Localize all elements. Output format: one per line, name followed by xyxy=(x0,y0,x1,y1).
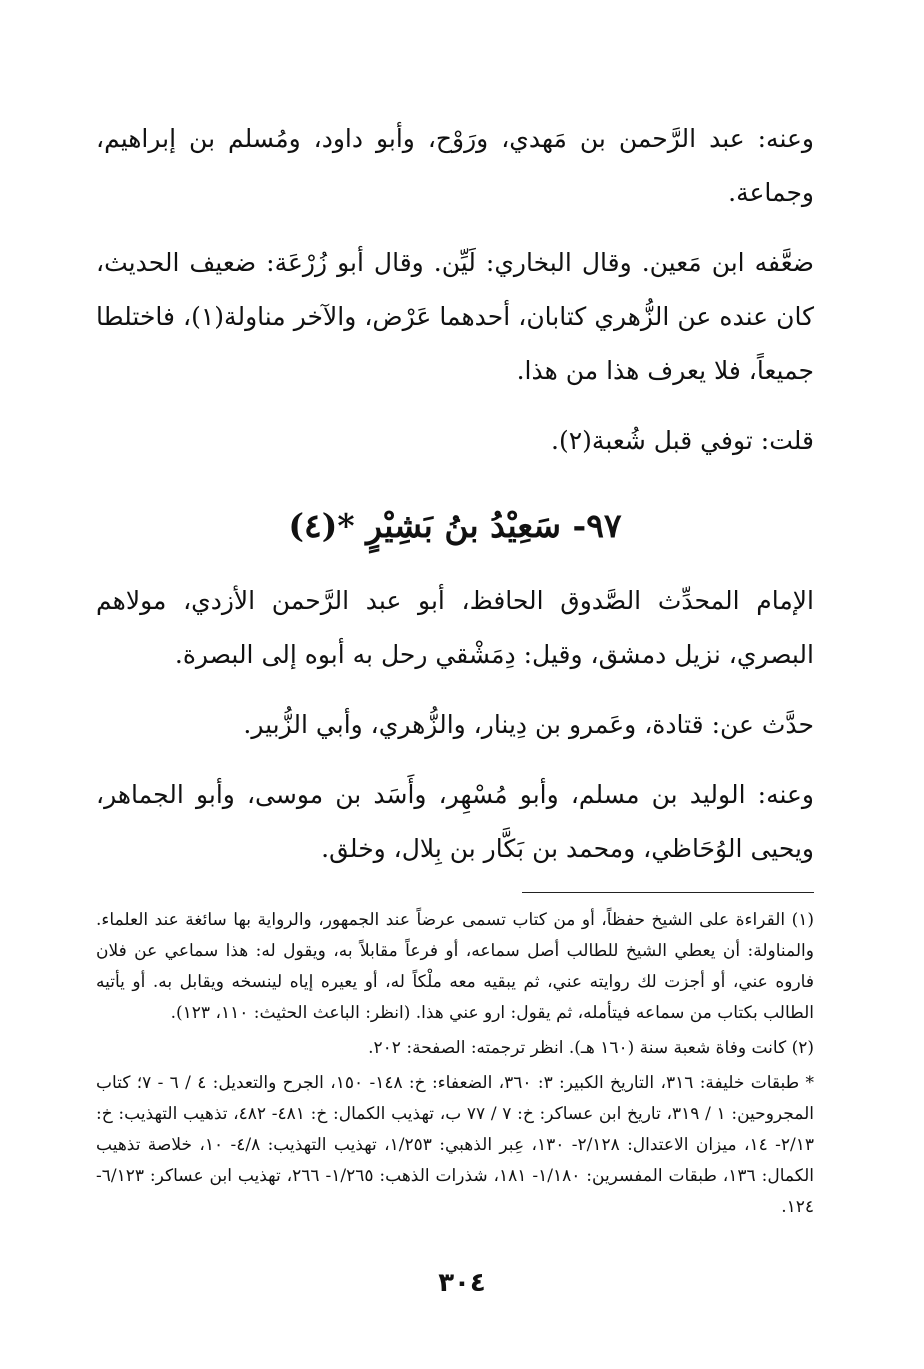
footnote-1: (١) القراءة على الشيخ حفظاً، أو من كتاب تسمى عرضاً عند الجمهور، والرواية بها سائغة عند العلماء. والمناولة: أن يعطي الشيخ للطالب أصل سماعه، أو فرعاً مقابلاً به، ويقول له: هذا سماعي عن فلان فاروه عني، أو أجزت لك روايته عني، ثم يبقيه معه ملْكاً له، أو يعيره إياه لينسخه ويقابل به. أو يأتيه الطالب بكتاب من سماعه فيتأمله، ثم يقول: ارو عني هذا. (انظر: الباعث الحثيث: ١١٠، ١٢٣). xyxy=(96,910,814,1023)
page-number: ٣٠٤ xyxy=(438,1268,486,1298)
section-heading: ٩٧- سَعِيْدُ بنُ بَشِيْرٍ *(٤) xyxy=(288,506,622,545)
page-content xyxy=(96,112,814,1227)
body-paragraph-4: الإمام المحدِّث الصَّدوق الحافظ، أبو عبد الرَّحمن الأزدي، مولاهم البصري، نزيل دمشق، وقيل: دِمَشْقي رحل به أبوه إلى البصرة. xyxy=(96,586,814,669)
body-paragraph-6: وعنه: الوليد بن مسلم، وأبو مُسْهِر، وأَسَد بن موسى، وأبو الجماهر، ويحيى الوُحَاظي، ومحمد بن بَكَّار بن بِلال، وخلق. xyxy=(96,780,814,863)
body-paragraph-2: ضعَّفه ابن مَعين. وقال البخاري: لَيِّن. وقال أبو زُرْعَة: ضعيف الحديث، كان عنده عن الزُّهري كتابان، أحدهما عَرْض، والآخر مناولة(١)، فاختلطا جميعاً، فلا يعرف هذا من هذا. xyxy=(96,248,814,385)
footnote-2: (٢) كانت وفاة شعبة سنة (١٦٠ هـ). انظر ترجمته: الصفحة: ٢٠٢. xyxy=(368,1038,814,1058)
body-paragraph-5: حدَّث عن: قتادة، وعَمرو بن دِينار، والزُّهري، وأبي الزُّبير. xyxy=(243,710,814,739)
sources-footnote: * طبقات خليفة: ٣١٦، التاريخ الكبير: ٣: ٣٦٠، الضعفاء: خ: ١٤٨- ١٥٠، الجرح والتعديل: ٤ / ٦ - ٧؛ كتاب المجروحين: ١ / ٣١٩، تاريخ ابن عساكر: خ: ٧ / ٧٧ ب، تهذيب الكمال: خ: ٤٨١- ٤٨٢، تذهيب التهذيب: خ: ٢/١٣- ١٤، ميزان الاعتدال: ٢/١٢٨- ١٣٠، عِبر الذهبي: ١/٢٥٣، تهذيب التهذيب: ٤/٨- ١٠، خلاصة تذهيب الكمال: ١٣٦، طبقات المفسرين: ١/١٨٠- ١٨١، شذرات الذهب: ١/٢٦٥- ٢٦٦، تهذيب ابن عساكر: ٦/١٢٣- ١٢٤. xyxy=(96,1073,815,1217)
footnote-divider xyxy=(522,892,814,893)
body-paragraph-1: وعنه: عبد الرَّحمن بن مَهدي، ورَوْح، وأبو داود، ومُسلم بن إبراهيم، وجماعة. xyxy=(96,124,814,207)
body-paragraph-3: قلت: توفي قبل شُعبة(٢). xyxy=(551,426,814,455)
